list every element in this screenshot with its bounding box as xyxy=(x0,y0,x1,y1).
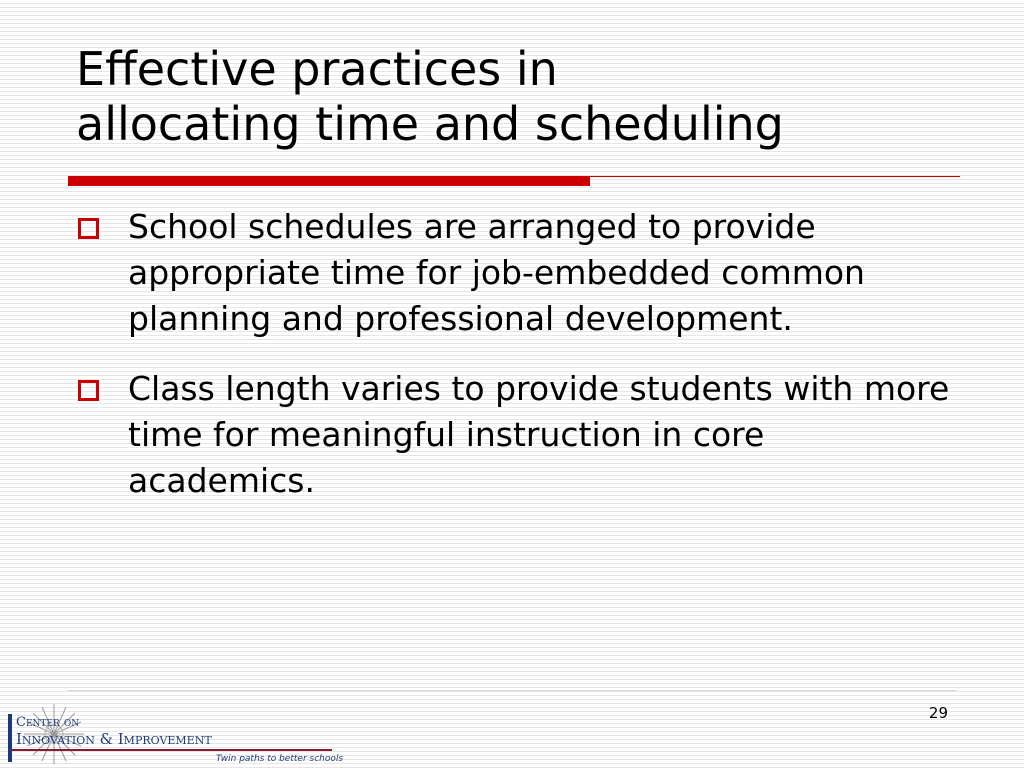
slide-title xyxy=(76,42,976,152)
logo-line-1: Center on xyxy=(16,715,80,730)
footer-divider xyxy=(68,690,956,691)
logo-tagline: Twin paths to better schools xyxy=(216,754,344,764)
bullet-text: School schedules are arranged to provide appropriate time for job-embedded common planning and professional development. xyxy=(128,207,865,338)
hollow-square-bullet-icon xyxy=(78,218,99,239)
bullet-list xyxy=(76,204,956,528)
bullet-text: Class length varies to provide students with more time for meaningful instruction in core academics. xyxy=(128,369,950,500)
logo-line-2: Innovation & Improvement xyxy=(16,730,212,748)
title-line-2: allocating time and scheduling xyxy=(76,97,784,151)
logo-bar xyxy=(8,714,12,762)
title-underline-thin xyxy=(590,176,960,177)
page-number: 29 xyxy=(928,704,948,722)
bullet-item xyxy=(76,204,956,342)
hollow-square-bullet-icon xyxy=(78,380,99,401)
organization-logo xyxy=(4,700,344,768)
logo-rule xyxy=(12,749,332,751)
title-line-1: Effective practices in xyxy=(76,42,558,96)
title-underline xyxy=(68,174,960,188)
title-underline-thick xyxy=(68,176,590,186)
bullet-item xyxy=(76,366,956,504)
